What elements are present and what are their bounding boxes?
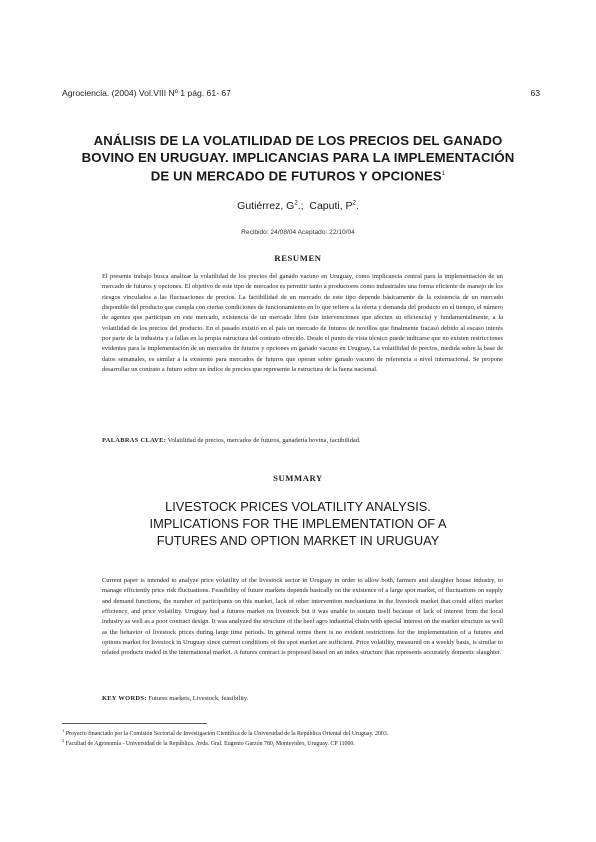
title-line-2: BOVINO EN URUGUAY. IMPLICANCIAS PARA LA IMPLEMENTACIÓN bbox=[81, 150, 515, 165]
author-end: . bbox=[355, 200, 359, 212]
resumen-heading: RESUMEN bbox=[274, 253, 322, 263]
key-words-label: KEY WORDS: bbox=[102, 695, 147, 702]
title-line-1: ANÁLISIS DE LA VOLATILIDAD DE LOS PRECIOS DEL GANADO bbox=[93, 133, 503, 148]
summary-heading: SUMMARY bbox=[273, 473, 323, 483]
author-2: Caputi, P bbox=[309, 200, 353, 212]
author-1: Gutiérrez, G bbox=[237, 200, 295, 212]
resumen-text: El presente trabajo busca analizar la volatilidad de los precios del ganado vacuno en Uruguay, como implicancia central para la implementación de un mercado de futuros y opciones. El objetivo de este tipo de mercados es permitir tanto a productores como industriales una forma eficiente de manejo de los riesgos vinculados a las fluctuaciones de precios. La factibilidad de un mercado de este tipo depende básicamente de la existencia de un mercado disponible del producto que cumpla con ciertas condiciones de funcionamiento en lo que refiere a la oferta y demanda del producto en el tiempo, el número de agentes que participan en este mercado, existencia de un mercado libre (sin intervenciones que afecten su eficiencia) y fundamentalmente, a la volatilidad de los precios del producto. En el pasado existió en el país un mercado de futuros de novillos que finalmente fracasó debido al escaso interés por parte de la industria y a fallas en la propia estructura del contrato ofrecido. Desde el punto de vista técnico puede indicarse que no existen restricciones evidentes para la implementación de un mercados de futuros y opciones en ganado vacuno en Uruguay. La volatilidad de precios, medida sobre la base de datos semanales, es similar a la existente para mercados de futuros que operan sobre ganado vacuno de referencia a nivel internacional. Se propone desarrollar un contrato a futuro sobre un índice de precios que represente la estructura de la faena nacional. bbox=[102, 273, 503, 374]
footnote-2-text: Facultad de Agronomía - Universidad de la República. Avda. Gral. Eugenio Garzón 780, Montevideo, Uruguay. CP 11000. bbox=[64, 740, 355, 747]
title-footnote-mark: 1 bbox=[441, 171, 446, 177]
title-line-3: DE UN MERCADO DE FUTUROS Y OPCIONES bbox=[150, 168, 442, 184]
running-header bbox=[62, 88, 540, 98]
page-number: 63 bbox=[530, 88, 540, 98]
english-title-line-1: LIVESTOCK PRICES VOLATILITY ANALYSIS. bbox=[165, 499, 431, 514]
key-words-text: Futures markets, Livestock, feasibility. bbox=[146, 695, 249, 702]
summary-text: Current paper is intended to analyze price volatility of the livestock sector in Uruguay in order to allow both, farmers and slaughter house industry, to manage efficiently price risk fluctuations. Feasibility of future markets depends basically on the existence of a large spot market, of fluctuations on supply and demand functions, the number of participants on this market, lack of other intervention mechanisms in the livestock market that could affect market efficiency, and price volatility. Uruguay had a futures market on livestock but it was unable to sustain itself because of lack of interest from the local industry as well as a poor contract design. It was analyzed the structure of the beef agro industrial chain with special interest on the market structure as well as the behavior of livestock prices during large time periods. In general terms there is no evident restrictions for the implementation of a futures and options market for livestock in Uruguay since current conditions of the spot market are sufficient. Price volatility, measured on a weekly basis, is similar to related products traded in the international market. A futures contract is proposed based on an index structure that represents accurately domestic slaughter. bbox=[102, 577, 503, 657]
authors bbox=[0, 200, 596, 212]
received-accepted-dates: Recibido: 24/08/04 Aceptado: 22/10/04 bbox=[241, 229, 355, 236]
palabras-clave-label: PALABRAS CLAVE: bbox=[102, 437, 167, 444]
english-title bbox=[60, 498, 536, 549]
footnote-1-mark: 1 bbox=[62, 728, 65, 733]
footnote-2-mark: 2 bbox=[62, 738, 65, 743]
title-line-3-wrap bbox=[60, 166, 536, 184]
palabras-clave bbox=[102, 437, 503, 444]
palabras-clave-text: Volatilidad de precios, mercados de futuros, ganadería bovina, factibilidad. bbox=[166, 437, 361, 444]
footnote-1 bbox=[62, 728, 540, 737]
key-words bbox=[102, 695, 503, 702]
footnote-1-text: Proyecto financiado por la Comisión Sectorial de Investigación Científica de la Universidad de la República Oriental del Uruguay. 2003. bbox=[64, 730, 389, 737]
english-title-line-3: FUTURES AND OPTION MARKET IN URUGUAY bbox=[156, 533, 440, 548]
author-1-mark: 2 bbox=[294, 200, 298, 207]
article-title bbox=[60, 132, 536, 184]
footnote-2 bbox=[62, 738, 540, 747]
author-separator: .; bbox=[297, 200, 310, 212]
author-2-mark: 2 bbox=[352, 200, 356, 207]
english-title-line-2: IMPLICATIONS FOR THE IMPLEMENTATION OF A bbox=[149, 516, 447, 531]
journal-citation: Agrociencia. (2004) Vol.VIII Nº 1 pág. 61- 67 bbox=[62, 88, 231, 98]
footnote-rule bbox=[62, 723, 207, 724]
